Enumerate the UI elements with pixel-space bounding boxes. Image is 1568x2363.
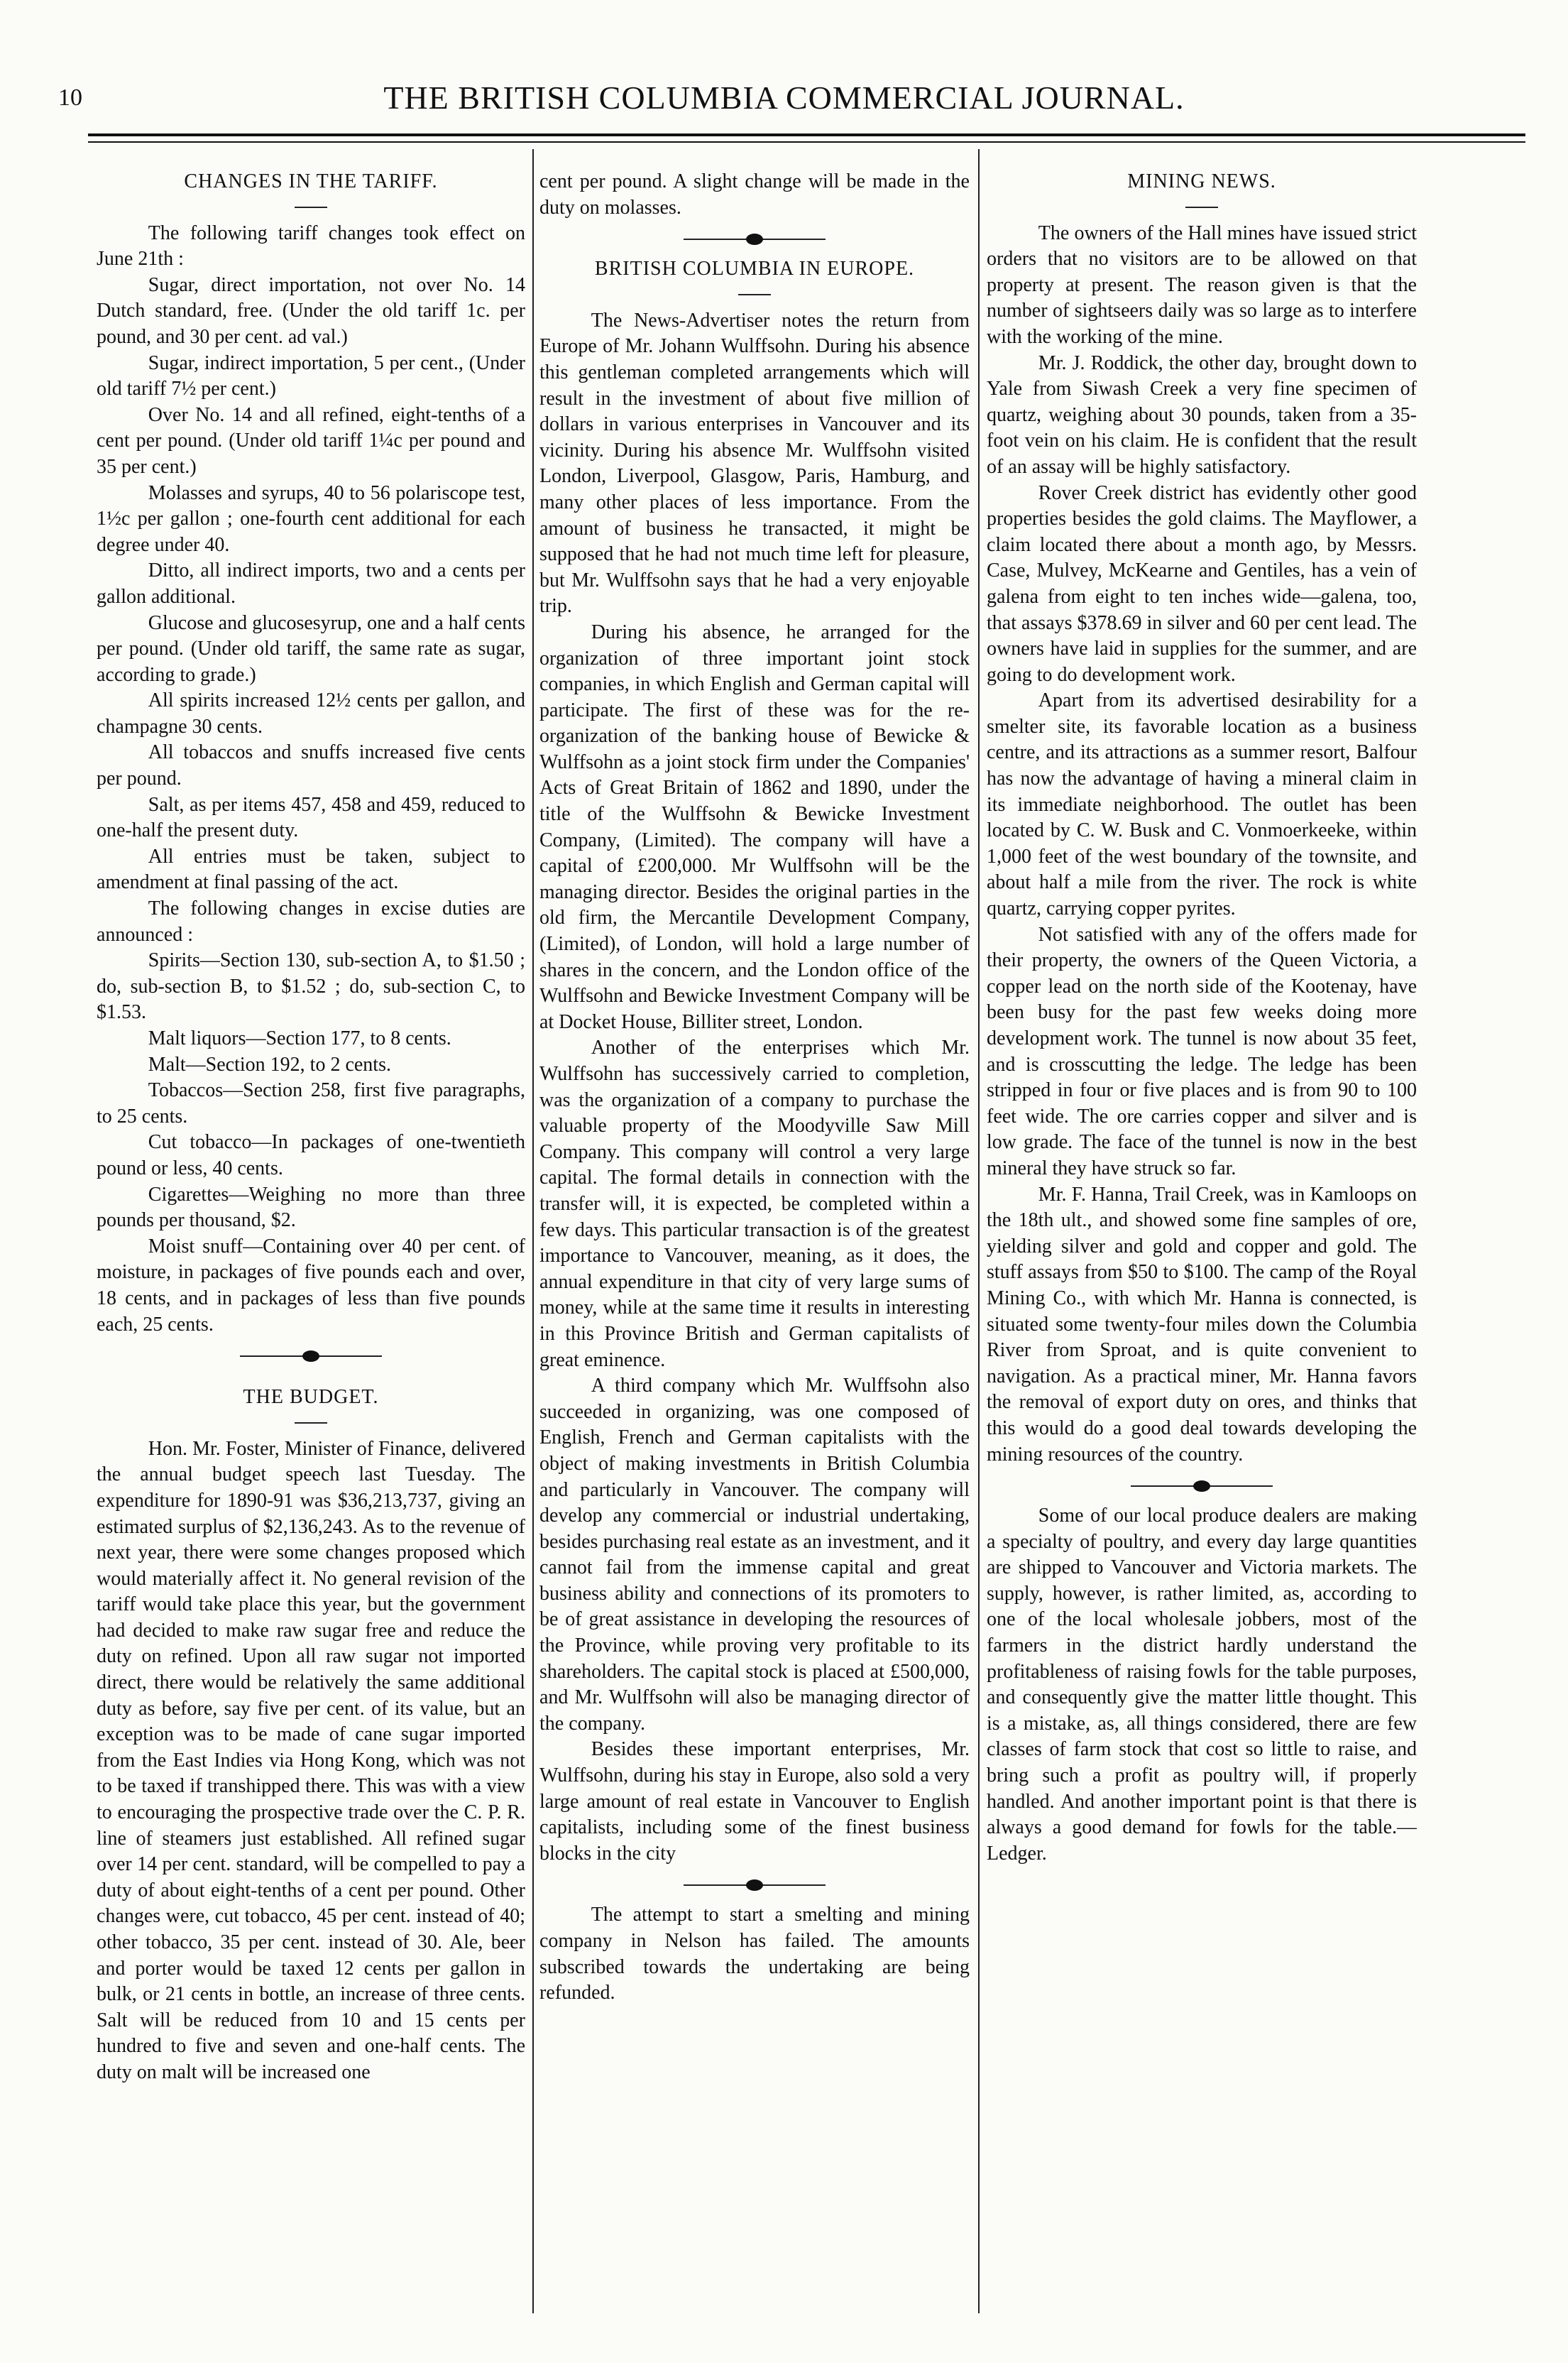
- masthead-rule-thin: [88, 141, 1525, 143]
- europe-paragraph: During his absence, he arranged for the organization of three important joint stock companies, in which English and German capital will participate. The first of these was for the re-organization of the banking house of Bewicke & Wulffsohn as a joint stock firm under the Companies' Acts of Great Britain of 1862 and 1890, under the title of the Wulffsohn & Bewicke Investment Company, (Limited). The company will have a capital of £200,000. Mr Wulffsohn will be the managing director. Besides the original parties in the old firm, the Mercantile Development Company, (Limited), of London, will hold a large number of shares in the concern, and the London office of the Wulffsohn and Bewicke Investment Company will be at Docket House, Billiter street, London.: [539, 621, 970, 1033]
- column-right: [987, 149, 1417, 2313]
- section-ornament: [684, 232, 826, 246]
- heading-dash: [295, 1422, 327, 1424]
- tariff-paragraph: Molasses and syrups, 40 to 56 polariscope test, 1½c per gallon ; one-fourth cent additional for each degree under 40.: [97, 481, 525, 556]
- mining-paragraph: Not satisfied with any of the offers made for their property, the owners of the Queen Victoria, a copper lead on the north side of the Kootenay, have been busy for the past few weeks doing more development work. The tunnel is now about 35 feet, and is crosscutting the ledge. The ledge has been stripped in four or five places and is from 90 to 100 feet wide. The ore carries copper and silver and is low grade. The face of the tunnel is now in the best mineral they have struck so far.: [987, 923, 1417, 1179]
- tariff-paragraph: Ditto, all indirect imports, two and a cents per gallon additional.: [97, 560, 525, 608]
- mining-paragraph: Mr. J. Roddick, the other day, brought down to Yale from Siwash Creek a very fine specimen of quartz, weighing about 30 pounds, taken from a 35-foot vein on his claim. He is confident that the result of an assay will be highly satisfactory.: [987, 351, 1417, 478]
- mining-paragraph: Apart from its advertised desirability for a smelter site, its favorable location as a business centre, and its attractions as a summer resort, Balfour has now the advantage of having a mineral claim in its immediate neighborhood. The outlet has been located by C. W. Busk and C. Vonmoerkeeke, within 1,000 feet of the west boundary of the townsite, and about half a mile from the river. The rock is white quartz, carrying copper pyrites.: [987, 689, 1417, 920]
- tariff-paragraph: All entries must be taken, subject to amendment at final passing of the act.: [97, 845, 525, 894]
- section-ornament: [240, 1349, 382, 1363]
- poultry-paragraph: Some of our local produce dealers are making a specialty of poultry, and every day large quantities are shipped to Vancouver and Victoria markets. The supply, however, is rather limited, as, according to one of the local wholesale jobbers, most of the farmers in the district hardly understand the profitableness of raising fowls for the table purposes, and consequently give the matter little thought. This is a mistake, as, all things considered, there are few classes of farm stock that cost so little to raise, and bring such a profit as poultry will, if properly handled. And another important point is that there is always a good demand for fowls for the table.—Ledger.: [987, 1505, 1417, 1865]
- column-middle: [539, 149, 970, 2313]
- tariff-paragraph: Over No. 14 and all refined, eight-tenths of a cent per pound. (Under old tariff 1¼c per pound and 35 per cent.): [97, 403, 525, 478]
- budget-paragraph: Hon. Mr. Foster, Minister of Finance, delivered the annual budget speech last Tuesday. The expenditure for 1890-91 was $36,213,737, giving an estimated surplus of $2,136,243. As to the revenue of next year, there were some changes proposed which would materially affect it. No general revision of the tariff would take place this year, but the government had decided to make raw sugar free and reduce the duty on refined. Upon all raw sugar not imported direct, there would be relatively the same additional duty as before, say five per cent. of its value, but an exception was to be made of cane sugar imported from the East Indies via Hong Kong, which was not to be taxed if transhipped there. This was with a view to encouraging the prospective trade over the C. P. R. line of steamers just established. All refined sugar over 14 per cent. standard, will be compelled to pay a duty of about eight-tenths of a cent per pound. Other changes were, cut tobacco, 45 per cent. instead of 40; other tobacco, 35 per cent. instead of 30. Ale, beer and porter would be taxed 12 cents per gallon in bulk, or 21 cents in bottle, an increase of three cents. Salt will be reduced from 10 and 15 cents per hundred to five and seven and one-half cents. The duty on malt will be increased one: [97, 1437, 525, 2083]
- continued-text: cent per pound. A slight change will be made in the duty on molasses.: [539, 170, 970, 219]
- page-number: 10: [58, 84, 82, 111]
- masthead-rule-thick: [88, 133, 1525, 136]
- mining-heading: MINING NEWS.: [1127, 170, 1276, 192]
- europe-paragraph: Another of the enterprises which Mr. Wulffsohn has successively carried to completion, was the organization of a company to purchase the valuable property of the Moodyville Saw Mill Company. This company will control a very large capital. The formal details in connection with the transfer will, it is expected, be completed within a few days. This particular transaction is of the greatest importance to Vancouver, meaning, as it does, the annual expenditure in that city of very large sums of money, while at the same time it results in interesting in this Province British and German capitalists of great eminence.: [539, 1037, 970, 1371]
- tariff-paragraph: Malt—Section 192, to 2 cents.: [148, 1053, 391, 1076]
- tariff-paragraph: Moist snuff—Containing over 40 per cent. of moisture, in packages of five pounds each and over, 18 cents, and in packages of less than five pounds each, 25 cents.: [97, 1235, 525, 1336]
- tariff-paragraph: Salt, as per items 457, 458 and 459, reduced to one-half the present duty.: [97, 793, 525, 842]
- smelting-paragraph: The attempt to start a smelting and mining company in Nelson has failed. The amounts subscribed towards the undertaking are being refunded.: [539, 1904, 970, 2004]
- tariff-paragraph: Malt liquors—Section 177, to 8 cents.: [148, 1027, 451, 1049]
- heading-dash: [1185, 207, 1218, 208]
- section-ornament: [1131, 1479, 1273, 1493]
- section-ornament: [684, 1878, 826, 1892]
- mining-paragraph: The owners of the Hall mines have issued strict orders that no visitors are to be allowed on that property at present. The reason given is that the number of sightseers daily was so large as to interfere with the working of the mine.: [987, 222, 1417, 348]
- masthead-title: THE BRITISH COLUMBIA COMMERCIAL JOURNAL.: [383, 80, 1185, 116]
- column-divider-left: [532, 149, 534, 2313]
- tariff-paragraph: Cut tobacco—In packages of one-twentieth pound or less, 40 cents.: [97, 1131, 525, 1179]
- europe-paragraph: Besides these important enterprises, Mr. Wulffsohn, during his stay in Europe, also sold a very large amount of real estate in Vancouver to English capitalists, including some of the finest business blocks in the city: [539, 1738, 970, 1865]
- tariff-paragraph: The following changes in excise duties are announced :: [97, 897, 525, 946]
- mining-paragraph: Mr. F. Hanna, Trail Creek, was in Kamloops on the 18th ult., and showed some fine samples of ore, yielding silver and gold and copper and gold. The stuff assays from $50 to $100. The camp of the Royal Mining Co., with which Mr. Hanna is connected, is situated some twenty-four miles down the Columbia River from Sproat, and is quite convenient to navigation. As a practical miner, Mr. Hanna favors the removal of export duty on ores, and thinks that this would do a good deal towards developing the mining resources of the country.: [987, 1183, 1417, 1466]
- tariff-article: [97, 221, 525, 1338]
- tariff-heading: CHANGES IN THE TARIFF.: [184, 170, 438, 192]
- column-divider-right: [978, 149, 980, 2313]
- mining-paragraph: Rover Creek district has evidently other good properties besides the gold claims. The Mayflower, a claim located there about a month ago, by Messrs. Case, Mulvey, McKearne and Gentiles, has a vein of galena from eight to ten inches wide—galena, too, that assays $378.69 in silver and 60 per cent lead. The owners have laid in supplies for the summer, and are going to do development work.: [987, 481, 1417, 686]
- europe-heading: BRITISH COLUMBIA IN EUROPE.: [594, 258, 915, 280]
- tariff-paragraph: Glucose and glucosesyrup, one and a half cents per pound. (Under old tariff, the same rate as sugar, according to grade.): [97, 611, 525, 686]
- tariff-paragraph: Sugar, indirect importation, 5 per cent., (Under old tariff 7½ per cent.): [97, 351, 525, 400]
- europe-article: [539, 308, 970, 1867]
- tariff-paragraph: Tobaccos—Section 258, first five paragraphs, to 25 cents.: [97, 1079, 525, 1128]
- tariff-paragraph: Cigarettes—Weighing no more than three pounds per thousand, $2.: [97, 1183, 525, 1232]
- heading-dash: [295, 207, 327, 208]
- europe-paragraph: The News-Advertiser notes the return from Europe of Mr. Johann Wulffsohn. During his absence this gentleman completed arrangements which will result in the investment of about five million of dollars in various enterprises in Vancouver and its vicinity. During his absence Mr. Wulffsohn visited London, Liverpool, Glasgow, Paris, Hamburg, and many other places of less importance. From the amount of business he transacted, it might be supposed that he had not much time left for pleasure, but Mr. Wulffsohn says that he had a very enjoyable trip.: [539, 309, 970, 618]
- tariff-paragraph: All spirits increased 12½ cents per gallon, and champagne 30 cents.: [97, 689, 525, 738]
- column-left: [97, 149, 525, 2313]
- tariff-paragraph: The following tariff changes took effect on June 21th :: [97, 222, 525, 271]
- budget-heading: THE BUDGET.: [243, 1386, 379, 1409]
- tariff-paragraph: Sugar, direct importation, not over No. 14 Dutch standard, free. (Under the old tariff 1c. per pound, and 30 per cent. ad val.): [97, 273, 525, 348]
- mining-article: [987, 221, 1417, 1468]
- europe-paragraph: A third company which Mr. Wulffsohn also succeeded in organizing, was one composed of English, French and German capitalists with the object of making investments in British Columbia and particularly in Vancouver. The company will develop any commercial or industrial undertaking, besides purchasing real estate as an investment, and it cannot fail from the immense capital and great business ability and connections of its promoters to be of great assistance in developing the resources of the Province, while proving very profitable to its shareholders. The capital stock is placed at £500,000, and Mr. Wulffsohn will also be managing director of the company.: [539, 1375, 970, 1735]
- tariff-paragraph: All tobaccos and snuffs increased five cents per pound.: [97, 741, 525, 790]
- heading-dash: [738, 294, 771, 295]
- tariff-paragraph: Spirits—Section 130, sub-section A, to $1.50 ; do, sub-section B, to $1.52 ; do, sub-section C, to $1.53.: [97, 949, 525, 1024]
